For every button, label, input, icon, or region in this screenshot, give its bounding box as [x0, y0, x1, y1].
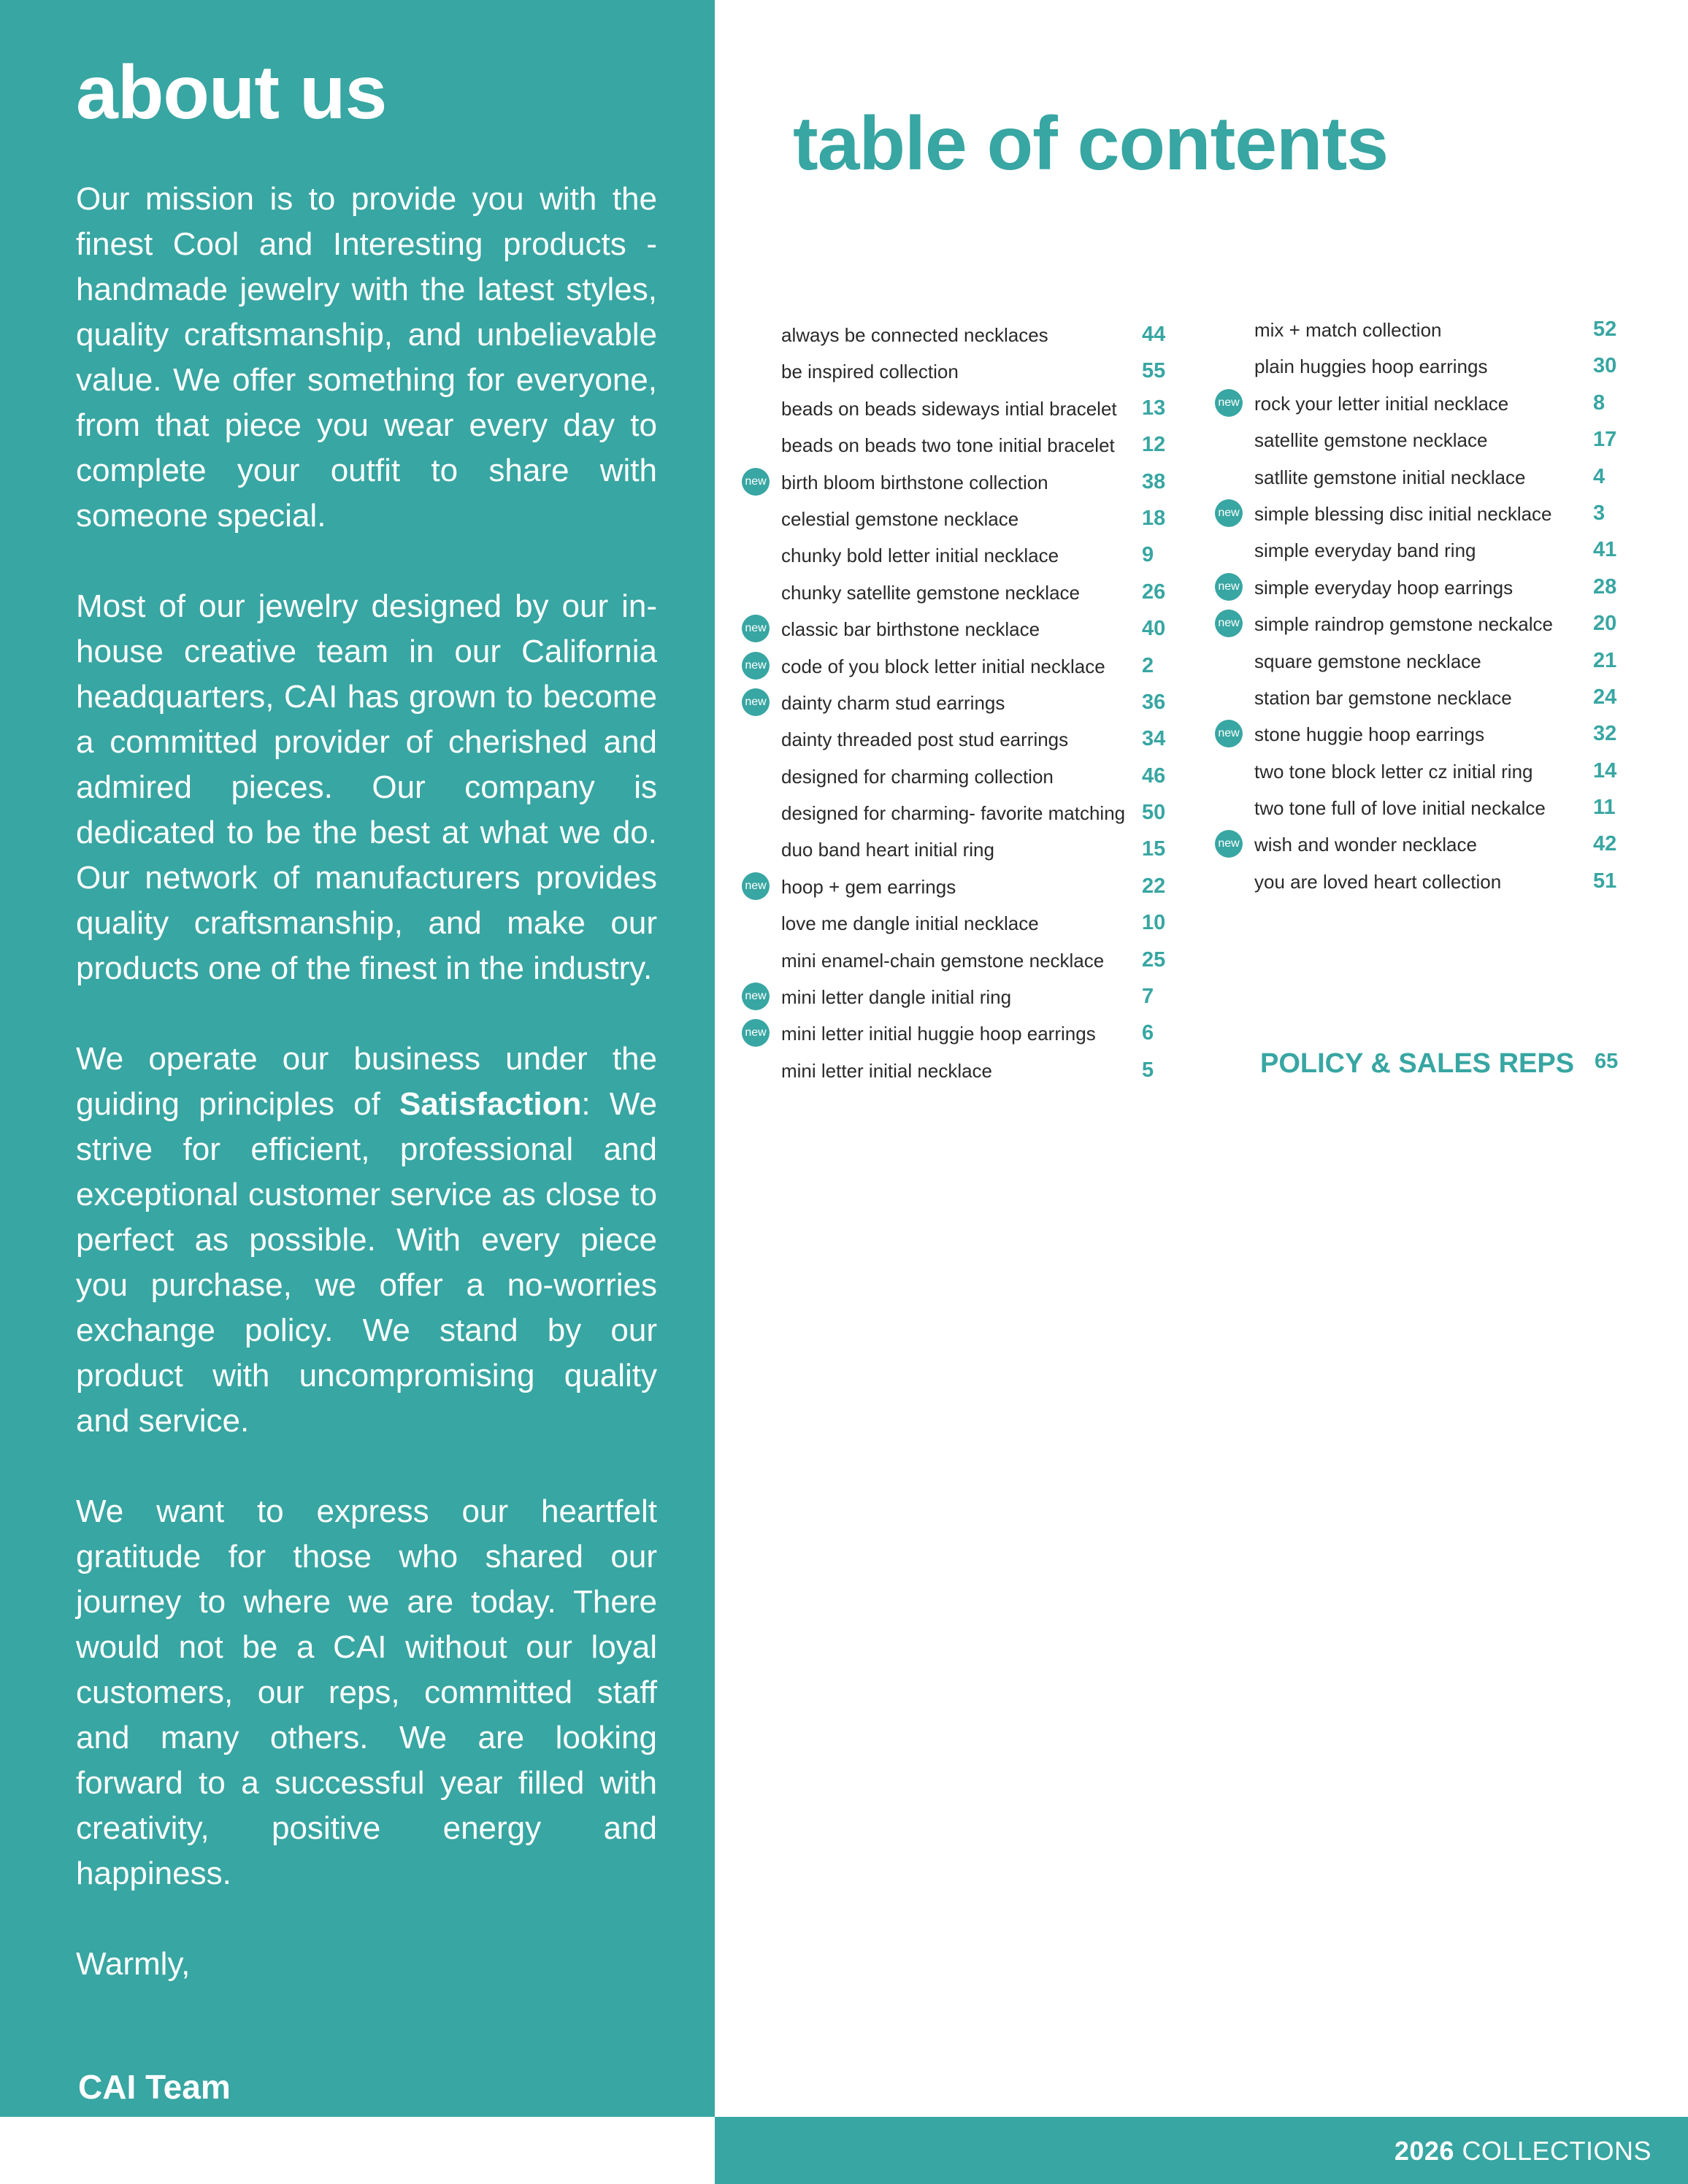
toc-entry[interactable]: [737, 501, 1175, 537]
toc-entry-name: you are loved heart collection: [1254, 870, 1502, 893]
new-badge: new: [742, 652, 770, 680]
toc-entry-page: 55: [1142, 359, 1166, 383]
toc-column-left: [737, 317, 1175, 1089]
toc-entry[interactable]: [1211, 826, 1634, 863]
toc-entry[interactable]: [737, 831, 1175, 868]
toc-entry-page: 13: [1142, 396, 1166, 420]
new-badge: new: [742, 1019, 770, 1047]
new-badge: new: [1215, 499, 1243, 527]
toc-entry-name: dainty charm stud earrings: [781, 691, 1005, 714]
toc-entry-page: 18: [1142, 506, 1166, 530]
toc-entry[interactable]: [1211, 385, 1634, 422]
toc-entry-page: 26: [1142, 580, 1166, 604]
toc-entry-name: satellite gemstone necklace: [1254, 429, 1488, 452]
toc-entry-name: plain huggies hoop earrings: [1254, 355, 1488, 378]
about-paragraph-team: Most of our jewelry designed by our in-house creative team in our California headquarters, CAI has grown to become a committed provider of cherished and admired pieces. Our company is dedicated to be the best at what we do. Our network of manufacturers provides quality craftsmanship, and make our products one of the finest in the industry.: [76, 588, 657, 986]
toc-entry[interactable]: [1211, 532, 1634, 569]
toc-entry-name: wish and wonder necklace: [1254, 834, 1477, 856]
toc-entry-name: mix + match collection: [1254, 319, 1442, 341]
toc-entry-page: 28: [1593, 574, 1617, 599]
toc-entry[interactable]: [737, 1053, 1175, 1089]
toc-entry-name: square gemstone necklace: [1254, 650, 1481, 672]
toc-entry-page: 22: [1142, 874, 1166, 898]
toc-entry-page: 7: [1142, 985, 1154, 1009]
new-badge: new: [742, 872, 770, 900]
toc-entry-name: station bar gemstone necklace: [1254, 686, 1512, 709]
toc-entry[interactable]: [1211, 496, 1634, 532]
toc-entry-page: 51: [1593, 869, 1617, 893]
new-badge: new: [1215, 573, 1243, 601]
about-paragraph-gratitude: We want to express our heartfelt gratitude for those who shared our journey to where we are today. There would not be a CAI without our loyal customers, our reps, committed staff and many others. We are looking forward to a successful year filled with creativity, positive energy and happiness.: [76, 1493, 657, 1891]
toc-entry-name: mini letter dangle initial ring: [781, 986, 1012, 1009]
toc-entry-page: 38: [1142, 469, 1166, 493]
toc-entry[interactable]: [737, 317, 1175, 353]
toc-entry-name: chunky satellite gemstone necklace: [781, 581, 1081, 604]
toc-entry[interactable]: [737, 869, 1175, 905]
toc-entry[interactable]: [737, 353, 1175, 390]
toc-entry-name: mini letter initial necklace: [781, 1059, 993, 1082]
toc-entry-name: hoop + gem earrings: [781, 875, 956, 898]
toc-entry[interactable]: [1211, 753, 1634, 790]
toc-entry-page: 14: [1593, 758, 1617, 783]
toc-entry-name: celestial gemstone necklace: [781, 507, 1019, 530]
toc-entry[interactable]: [1211, 422, 1634, 458]
toc-entry-page: 17: [1593, 428, 1617, 452]
toc-entry-page: 3: [1593, 501, 1605, 525]
toc-entry-page: 44: [1142, 323, 1166, 346]
toc-entry-page: 25: [1142, 947, 1166, 972]
toc-column-right: [1211, 312, 1634, 900]
new-badge: new: [742, 688, 770, 716]
toc-entry-page: 52: [1593, 318, 1617, 341]
toc-entry[interactable]: [1211, 348, 1634, 385]
toc-entry[interactable]: [1211, 680, 1634, 716]
toc-entry-page: 15: [1142, 837, 1166, 861]
toc-entry-page: 50: [1142, 801, 1166, 825]
toc-entry-name: chunky bold letter initial necklace: [781, 545, 1059, 567]
footer-text: [1394, 2136, 1651, 2166]
toc-entry[interactable]: [737, 721, 1175, 758]
toc-entry-page: 5: [1142, 1058, 1154, 1082]
toc-entry-page: 41: [1593, 538, 1617, 562]
toc-entry-page: 34: [1142, 727, 1166, 751]
toc-entry-name: duo band heart initial ring: [781, 839, 994, 861]
toc-entry-page: 8: [1593, 391, 1605, 415]
toc-entry[interactable]: [737, 648, 1175, 685]
toc-entry-page: 21: [1593, 648, 1617, 672]
about-title: about us: [76, 50, 387, 135]
about-paragraph-mission: Our mission is to provide you with the finest Cool and Interesting products - handmade jewelry with the latest styles, quality craftsmanship, and unbelievable value. We offer something for everyone, from that piece you wear every day to complete your outfit to share with someone special.: [76, 181, 657, 534]
toc-entry-page: 42: [1593, 832, 1617, 856]
toc-entry-name: beads on beads sideways intial bracelet: [781, 397, 1117, 420]
toc-entry[interactable]: [737, 464, 1175, 501]
toc-entry-name: code of you block letter initial necklace: [781, 655, 1105, 677]
new-badge: new: [742, 983, 770, 1010]
about-signoff: Warmly,: [76, 1946, 191, 1982]
toc-entry-name: stone huggie hoop earrings: [1254, 723, 1485, 746]
new-badge: new: [1215, 610, 1243, 637]
toc-policy-label[interactable]: POLICY & SALES REPS: [1260, 1048, 1575, 1079]
toc-entry[interactable]: [737, 391, 1175, 427]
toc-entry[interactable]: [1211, 716, 1634, 753]
toc-entry-name: mini letter initial huggie hoop earrings: [781, 1023, 1096, 1045]
toc-entry[interactable]: [737, 758, 1175, 795]
team-signature: CAI Team: [78, 2068, 231, 2106]
toc-entry-page: 9: [1142, 543, 1154, 567]
toc-entry-name: beads on beads two tone initial bracelet: [781, 434, 1115, 457]
toc-entry-name: rock your letter initial necklace: [1254, 392, 1509, 415]
toc-entry-page: 20: [1593, 612, 1617, 636]
toc-entry-name: two tone block letter cz initial ring: [1254, 760, 1533, 783]
toc-entry[interactable]: [1211, 864, 1634, 900]
toc-entry-page: 11: [1593, 796, 1616, 820]
toc-entry-name: birth bloom birthstone collection: [781, 471, 1048, 493]
toc-entry[interactable]: [1211, 312, 1634, 348]
principles-keyword: Satisfaction: [399, 1086, 582, 1122]
toc-entry-name: always be connected necklaces: [781, 324, 1048, 346]
toc-entry-page: 10: [1142, 911, 1166, 935]
toc-entry-name: designed for charming- favorite matching: [781, 802, 1126, 825]
toc-entry[interactable]: [1211, 569, 1634, 606]
toc-entry-name: dainty threaded post stud earrings: [781, 728, 1069, 751]
footer-bar: [715, 2117, 1688, 2184]
toc-entry-name: simple blessing disc initial necklace: [1254, 502, 1552, 525]
toc-entry[interactable]: [737, 979, 1175, 1015]
toc-entry-name: designed for charming collection: [781, 765, 1054, 788]
toc-entry[interactable]: [737, 905, 1175, 942]
toc-entry-name: simple everyday hoop earrings: [1254, 576, 1514, 599]
toc-entry-page: 12: [1142, 433, 1166, 457]
toc-entry-page: 46: [1142, 764, 1166, 788]
about-panel: [0, 0, 715, 2117]
toc-entry[interactable]: [1211, 790, 1634, 826]
toc-entry[interactable]: [737, 942, 1175, 979]
new-badge: new: [1215, 389, 1243, 417]
toc-entry-name: two tone full of love initial neckalce: [1254, 797, 1546, 820]
new-badge: new: [1215, 720, 1243, 747]
toc-entry-page: 2: [1142, 653, 1154, 677]
footer-label: COLLECTIONS: [1462, 2136, 1651, 2166]
toc-entry[interactable]: [737, 795, 1175, 831]
toc-entry-page: 36: [1142, 690, 1166, 714]
toc-entry-page: 40: [1142, 617, 1166, 641]
toc-entry-page: 4: [1593, 464, 1605, 488]
toc-entry-page: 24: [1593, 685, 1617, 709]
toc-entry-name: simple raindrop gemstone neckalce: [1254, 613, 1553, 636]
new-badge: new: [742, 615, 770, 642]
new-badge: new: [742, 468, 770, 496]
toc-entry[interactable]: [1211, 606, 1634, 642]
toc-entry[interactable]: [1211, 459, 1634, 496]
toc-entry-name: classic bar birthstone necklace: [781, 618, 1040, 641]
new-badge: new: [1215, 830, 1243, 858]
toc-entry[interactable]: [737, 574, 1175, 611]
footer-year: 2026: [1394, 2136, 1454, 2166]
toc-entry[interactable]: [737, 685, 1175, 721]
toc-entry-page: 6: [1142, 1021, 1154, 1045]
toc-entry-name: love me dangle initial necklace: [781, 912, 1039, 935]
about-paragraph-principles: [76, 1037, 657, 1444]
toc-entry[interactable]: [737, 427, 1175, 464]
toc-policy-page: 65: [1595, 1050, 1619, 1073]
toc-entry-name: satllite gemstone initial necklace: [1254, 466, 1526, 488]
toc-entry-page: 30: [1593, 354, 1617, 378]
toc-title: table of contents: [793, 101, 1389, 186]
toc-entry[interactable]: [1211, 643, 1634, 680]
toc-entry-page: 32: [1593, 722, 1617, 746]
toc-entry-name: simple everyday band ring: [1254, 539, 1476, 562]
about-body: [76, 177, 657, 2032]
principles-intro: We operate our business under the guiding principles of: [76, 1041, 657, 1122]
principles-detail: : We strive for efficient, professional and exceptional customer service as close to perfect as possible. With every piece you purchase, we offer a no-worries exchange policy. We stand by our product with uncompromising quality and service.: [76, 1086, 657, 1439]
toc-entry-name: be inspired collection: [781, 361, 959, 383]
toc-entry[interactable]: [737, 537, 1175, 574]
toc-entry[interactable]: [737, 1015, 1175, 1052]
toc-entry-name: mini enamel-chain gemstone necklace: [781, 949, 1105, 972]
toc-entry[interactable]: [737, 611, 1175, 647]
